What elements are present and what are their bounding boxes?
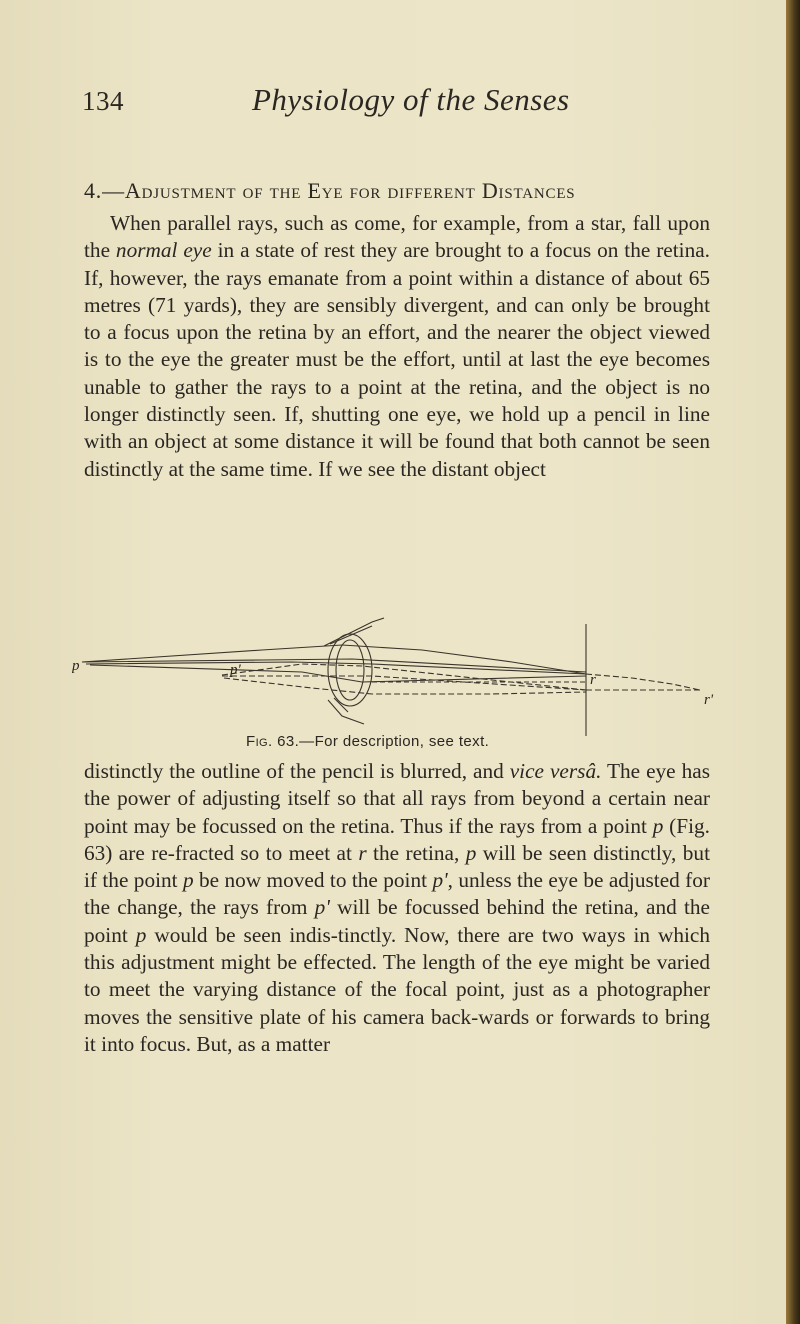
figure-63 [72,612,772,742]
label-r: r [590,672,596,688]
text-run: When parallel rays, such as come, for example, from a star, fall upon the [84,211,710,263]
ray-beyond-retina-1 [586,674,700,690]
figure-caption [246,733,489,750]
italic-run: p [182,868,194,893]
running-title: Physiology of the Senses [252,82,570,117]
italic-run: p [652,813,664,838]
text-run: (Fig. 63) are re-fracted so to meet at [84,813,710,865]
pencil-top-edge-2 [330,626,372,644]
text-run: the retina, [366,840,466,865]
label-p-prime: p' [230,662,241,678]
section-heading: 4.—Adjustment of the Eye for different Distances [84,178,576,203]
text-run: in a state of rest they are brought to a focus on the retina. If, however, the rays emanate from a point within a distance of about 65 metres (71 yards), they are sensibly divergent, and can only be brought to a focus upon the retina by an effort, and the nearer the object viewed is to the eye the greater must be the effort, until at last the eye becomes unable to gather the rays to a point at the retina, and the object is no longer distinctly seen. If, shutting one eye, we hold up a pencil in line with an object at some distance it will be found that both cannot be seen distinctly at the same time. If we see the distant object [84,238,710,481]
paragraph-2 [84,758,710,1058]
caption-text: 63.—For description, see text. [272,733,490,750]
label-p: p [72,658,80,674]
caption-fig-label: Fig. [246,733,273,750]
text-run: will be focussed behind the retina, and the point [84,895,710,947]
italic-run: p [135,922,147,947]
label-r-prime: r' [704,692,714,708]
italic-run: p' [314,895,330,920]
ray-pprime-mid [222,676,586,690]
text-run: distinctly the outline of the pencil is blurred, and [84,759,510,783]
italic-run: normal eye [115,238,212,263]
paragraph-1 [84,210,710,483]
text-run: will be seen distinctly, but if the point [84,840,710,893]
text-run: , unless the eye be adjusted for the change, the rays from [84,868,711,920]
page-edge-shadow [786,0,800,1324]
italic-run: p [465,840,477,865]
page-header [0,74,800,124]
lens-outline [328,634,372,706]
page-number: 134 [82,86,124,116]
text-run: The eye has the power of adjusting itself so that all rays from beyond a certain near point may be focussed on the retina. Thus if the rays from a point [84,759,710,838]
italic-run: p' [432,868,448,893]
text-run: would be seen indis-tinctly. Now, there are two ways in which this adjustment might be effected. The length of the eye might be varied to meet the varying distance of the focal point, just as a photographer moves the sensitive plate of his camera back-wards or forwards to bring it into focus. But, as a matter [84,922,710,1056]
text-run: be now moved to the point [193,868,433,893]
lens-inner [336,640,364,700]
italic-run: r [358,840,367,865]
eye-ray-diagram [72,612,772,742]
italic-run: vice versâ. [509,759,602,783]
